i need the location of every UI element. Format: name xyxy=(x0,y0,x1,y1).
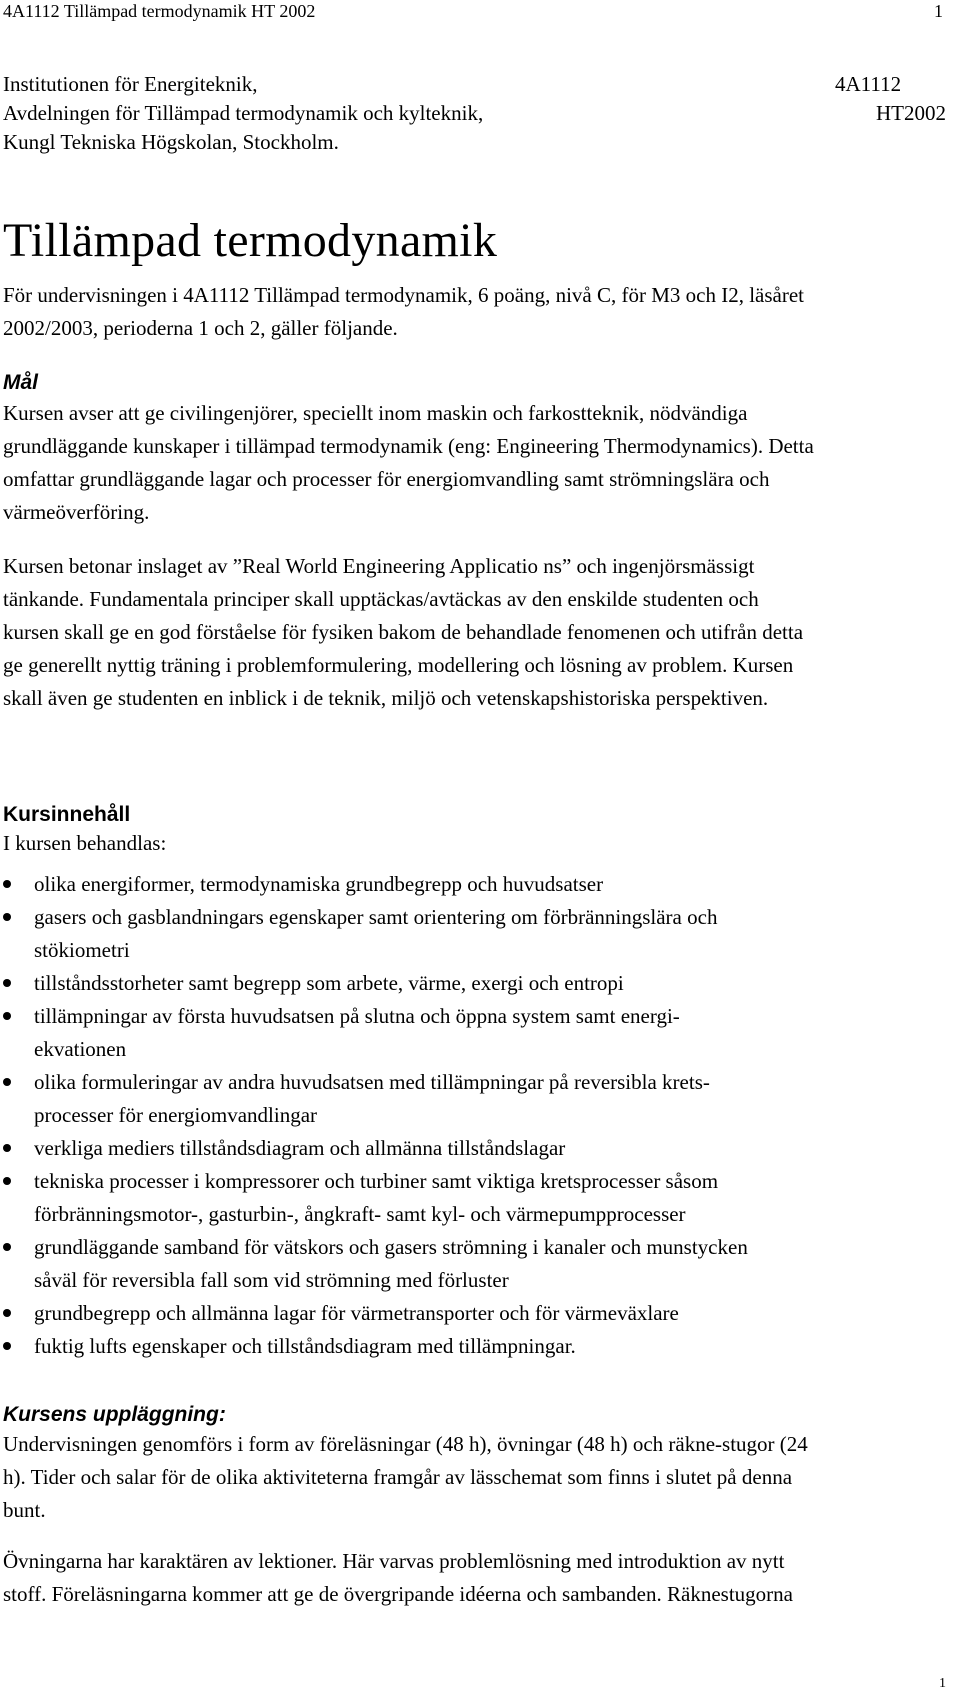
list-item-text: ekvationen xyxy=(34,1037,127,1061)
term-code: HT2002 xyxy=(876,101,946,125)
course-content-list xyxy=(0,868,960,1363)
course-code: 4A1112 xyxy=(835,72,902,96)
list-item-text: grundbegrepp och allmänna lagar för värmetransporter och för värmeväxlare xyxy=(34,1301,679,1325)
text-line: Undervisningen genomförs i form av föreläsningar (48 h), övningar (48 h) och räkne-stugor (24 xyxy=(3,1432,808,1456)
running-title: 4A1112 Tillämpad termodynamik HT 2002 xyxy=(3,1,316,21)
institution-line xyxy=(3,128,958,157)
list-item xyxy=(0,1330,814,1363)
list-item-text: tekniska processer i kompressorer och turbiner samt viktiga kretsprocesser såsom xyxy=(34,1169,719,1193)
institution-block xyxy=(3,70,958,157)
bullet-icon xyxy=(3,1012,11,1020)
upplaggning-paragraph-1 xyxy=(3,1428,958,1527)
mal-paragraph-1 xyxy=(3,397,958,529)
list-item-text: tillämpningar av första huvudsatsen på slutna och öppna system samt energi- xyxy=(34,1004,680,1028)
upplaggning-paragraph-2 xyxy=(3,1545,958,1611)
section-heading-kursinnehall: Kursinnehåll xyxy=(3,803,131,826)
list-item-text: fuktig lufts egenskaper och tillståndsdiagram med tillämpningar. xyxy=(34,1334,576,1358)
institution-name: Institutionen för Energiteknik, xyxy=(3,72,258,96)
list-item xyxy=(0,868,814,901)
text-line: omfattar grundläggande lagar och processer för energiomvandling samt strömningslära och xyxy=(3,467,770,491)
bullet-icon xyxy=(3,1342,11,1350)
text-line: värmeöverföring. xyxy=(3,500,150,524)
list-item-text: olika energiformer, termodynamiska grundbegrepp och huvudsatser xyxy=(34,872,604,896)
innehall-intro xyxy=(3,827,958,860)
text-line: skall även ge studenten en inblick i de teknik, miljö och vetenskapshistoriska perspektiven. xyxy=(3,686,769,710)
list-item xyxy=(0,1231,814,1297)
list-item-text: processer för energiomvandlingar xyxy=(34,1103,318,1127)
mal-paragraph-2 xyxy=(3,550,958,715)
text-line: Kursen betonar inslaget av ”Real World Engineering Applicatio ns” och ingenjörsmässigt xyxy=(3,554,755,578)
list-item-text: olika formuleringar av andra huvudsatsen med tillämpningar på reversibla krets- xyxy=(34,1070,710,1094)
header-page-number: 1 xyxy=(934,1,943,21)
bullet-icon xyxy=(3,913,11,921)
text-line: bunt. xyxy=(3,1498,46,1522)
list-item-text: förbränningsmotor-, gasturbin-, ångkraft- samt kyl- och värmepumpprocesser xyxy=(34,1202,686,1226)
list-item-text: tillståndsstorheter samt begrepp som arbete, värme, exergi och entropi xyxy=(34,971,624,995)
text-line: ge generellt nyttig träning i problemformulering, modellering och lösning av problem. Kursen xyxy=(3,653,794,677)
text-line: I kursen behandlas: xyxy=(3,831,167,855)
text-line: För undervisningen i 4A1112 Tillämpad termodynamik, 6 poäng, nivå C, för M3 och I2, läsåret xyxy=(3,283,805,307)
list-item xyxy=(0,1165,814,1231)
list-item-text: stökiometri xyxy=(34,938,130,962)
document-title: Tillämpad termodynamik xyxy=(3,214,498,267)
list-item xyxy=(0,1066,814,1132)
list-item xyxy=(0,967,814,1000)
text-line: Övningarna har karaktären av lektioner. Här varvas problemlösning med introduktion av nytt xyxy=(3,1549,785,1573)
text-line: tänkande. Fundamentala principer skall upptäckas/avtäckas av den enskilde studenten och xyxy=(3,587,759,611)
running-header xyxy=(3,0,943,22)
section-heading-upplaggning: Kursens uppläggning: xyxy=(3,1403,226,1426)
text-line: 2002/2003, perioderna 1 och 2, gäller följande. xyxy=(3,316,398,340)
institution-line xyxy=(3,99,958,128)
text-line: grundläggande kunskaper i tillämpad termodynamik (eng: Engineering Thermodynamics). Detta xyxy=(3,434,814,458)
university-name: Kungl Tekniska Högskolan, Stockholm. xyxy=(3,130,339,154)
bullet-icon xyxy=(3,1078,11,1086)
section-heading-mal: Mål xyxy=(3,371,39,394)
list-item xyxy=(0,1000,814,1066)
list-item xyxy=(0,1297,814,1330)
footer-page-number: 1 xyxy=(939,1676,946,1691)
department-name: Avdelningen för Tillämpad termodynamik och kylteknik, xyxy=(3,101,484,125)
institution-line xyxy=(3,70,958,99)
bullet-icon xyxy=(3,1309,11,1317)
list-item-text: verkliga mediers tillståndsdiagram och allmänna tillståndslagar xyxy=(34,1136,566,1160)
list-item-text: gasers och gasblandningars egenskaper samt orientering om förbränningslära och xyxy=(34,905,718,929)
bullet-icon xyxy=(3,1177,11,1185)
text-line: kursen skall ge en god förståelse för fysiken bakom de behandlade fenomenen och utifrån detta xyxy=(3,620,804,644)
bullet-icon xyxy=(3,1243,11,1251)
bullet-icon xyxy=(3,979,11,987)
intro-paragraph xyxy=(3,279,958,345)
list-item-text: grundläggande samband för vätskors och gasers strömning i kanaler och munstycken xyxy=(34,1235,748,1259)
text-line: Kursen avser att ge civilingenjörer, speciellt inom maskin och farkostteknik, nödvändiga xyxy=(3,401,748,425)
list-item xyxy=(0,901,814,967)
text-line: stoff. Föreläsningarna kommer att ge de övergripande idéerna och sambanden. Räknestugorna xyxy=(3,1582,793,1606)
text-line: h). Tider och salar för de olika aktiviteterna framgår av lässchemat som finns i slutet på denna xyxy=(3,1465,793,1489)
bullet-icon xyxy=(3,1144,11,1152)
bullet-icon xyxy=(3,880,11,888)
list-item-text: såväl för reversibla fall som vid strömning med förluster xyxy=(34,1268,509,1292)
list-item xyxy=(0,1132,814,1165)
